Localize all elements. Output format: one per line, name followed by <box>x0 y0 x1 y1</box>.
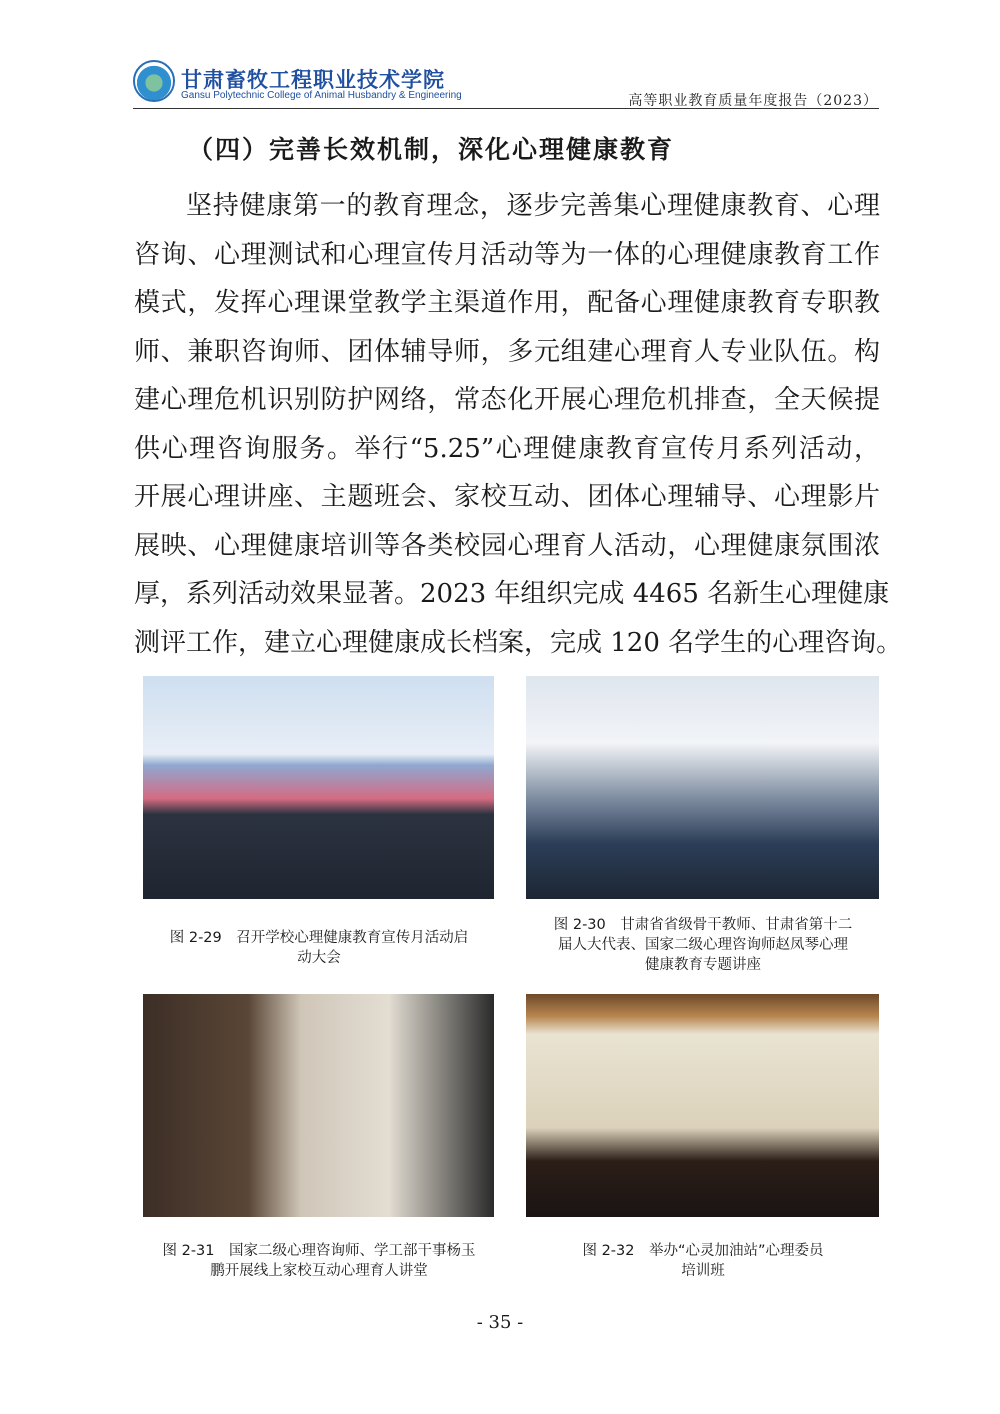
figure-caption <box>138 928 500 968</box>
caption-line: 动大会 <box>297 950 341 966</box>
paragraph-line: 咨询、心理测试和心理宣传月活动等为一体的心理健康教育工作 <box>134 239 880 270</box>
caption-line: 图 2-31 国家二级心理咨询师、学工部干事杨玉 <box>162 1243 476 1259</box>
figure-photo-mobilization-meeting <box>143 676 494 899</box>
caption-line: 健康教育专题讲座 <box>645 957 761 973</box>
figure-photo-lecture <box>526 676 879 899</box>
caption-line: 图 2-29 召开学校心理健康教育宣传月活动启 <box>169 930 469 946</box>
school-name-cn: 甘肃畜牧工程职业技术学院 <box>181 67 445 92</box>
section-heading: （四）完善长效机制，深化心理健康教育 <box>188 135 675 164</box>
report-title: 高等职业教育质量年度报告（2023） <box>628 93 878 109</box>
figure-caption <box>130 1241 508 1281</box>
paragraph-line: 坚持健康第一的教育理念，逐步完善集心理健康教育、心理 <box>186 191 880 221</box>
paragraph-line: 建心理危机识别防护网络，常态化开展心理危机排查，全天候提 <box>134 385 880 415</box>
caption-line: 鹏开展线上家校互动心理育人讲堂 <box>210 1263 428 1279</box>
header-divider <box>133 108 879 109</box>
paragraph-line: 供心理咨询服务。举行“5.25”心理健康教育宣传月系列活动， <box>134 433 880 464</box>
caption-line: 培训班 <box>681 1263 725 1279</box>
school-emblem-icon <box>133 60 175 102</box>
school-name-en: Gansu Polytechnic College of Animal Husbandry & Engineering <box>181 90 462 101</box>
body-paragraph <box>134 182 903 667</box>
caption-line: 图 2-30 甘肃省省级骨干教师、甘肃省第十二 <box>553 917 853 933</box>
page-number: - 35 - <box>476 1312 524 1333</box>
paragraph-line: 展映、心理健康培训等各类校园心理育人活动，心理健康氛围浓 <box>134 530 880 561</box>
caption-line: 届人大代表、国家二级心理咨询师赵凤琴心理 <box>558 937 848 953</box>
figure-caption <box>521 1241 885 1281</box>
paragraph-line: 模式，发挥心理课堂教学主渠道作用，配备心理健康教育专职教 <box>134 288 880 318</box>
figure-caption <box>521 915 885 975</box>
page-header <box>133 58 878 110</box>
paragraph-line: 厚，系列活动效果显著。2023 年组织完成 4465 名新生心理健康 <box>134 579 890 609</box>
paragraph-line: 开展心理讲座、主题班会、家校互动、团体心理辅导、心理影片 <box>134 482 880 512</box>
figure-photo-online-lecture <box>143 994 494 1217</box>
paragraph-line: 测评工作，建立心理健康成长档案，完成 120 名学生的心理咨询。 <box>134 627 903 658</box>
paragraph-line: 师、兼职咨询师、团体辅导师，多元组建心理育人专业队伍。构 <box>134 336 880 367</box>
figure-photo-training-class <box>526 994 879 1217</box>
caption-line: 图 2-32 举办“心灵加油站”心理委员 <box>582 1243 824 1259</box>
